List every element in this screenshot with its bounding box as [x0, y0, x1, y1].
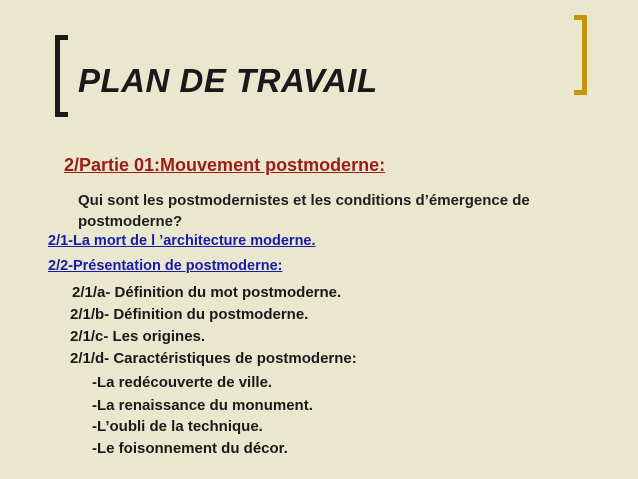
part-heading: 2/Partie 01:Mouvement postmoderne: [64, 155, 386, 175]
list-item-definition-postmoderne: 2/1/b- Définition du postmoderne. [70, 306, 309, 323]
link-architecture-moderne[interactable]: 2/1-La mort de l ’architecture moderne. [48, 233, 316, 249]
list-item-caracteristiques: 2/1/d- Caractéristiques de postmoderne: [70, 350, 357, 367]
list-item-definition-mot: 2/1/a- Définition du mot postmoderne. [72, 284, 342, 301]
link-presentation-postmoderne[interactable]: 2/2-Présentation de postmoderne: [48, 258, 283, 274]
left-bracket-decoration [55, 35, 68, 117]
sub-item-redecouverte-ville: -La redécouverte de ville. [92, 374, 273, 391]
sub-item-foisonnement-decor: -Le foisonnement du décor. [92, 440, 288, 457]
list-item-origines: 2/1/c- Les origines. [70, 328, 206, 345]
slide-title: PLAN DE TRAVAIL [78, 62, 378, 99]
sub-item-renaissance-monument: -La renaissance du monument. [92, 397, 313, 414]
right-bracket-decoration [574, 15, 587, 95]
sub-item-oubli-technique: -L’oubli de la technique. [92, 418, 263, 435]
subtitle-text: Qui sont les postmodernistes et les conditions d’émergence de postmoderne? [78, 192, 530, 230]
